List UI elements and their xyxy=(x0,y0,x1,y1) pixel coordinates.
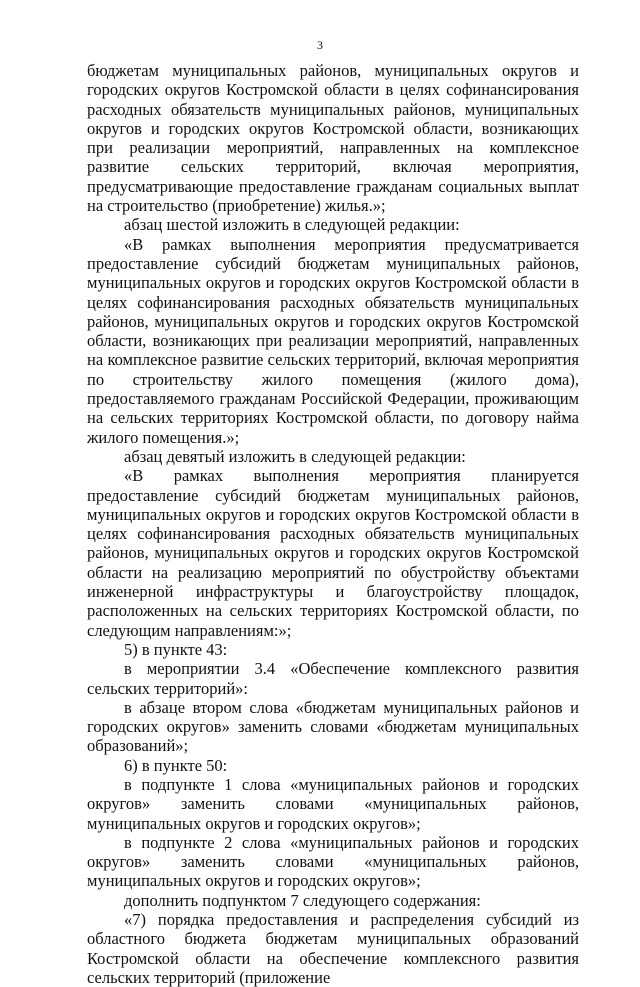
paragraph-second-abzac: в абзаце втором слова «бюджетам муниципальных районов и городских округов» заменить словами «бюджетам муниципальных образований»; xyxy=(87,697,579,756)
paragraph-measure-3-4: в мероприятии 3.4 «Обеспечение комплексного развития сельских территорий»: xyxy=(87,659,579,698)
page-number: 3 xyxy=(317,38,323,52)
paragraph-amend-sixth: абзац шестой изложить в следующей редакции: xyxy=(124,215,460,235)
document-body xyxy=(87,61,579,987)
paragraph-item-6: 6) в пункте 50: xyxy=(124,755,228,775)
paragraph-subitem-2: в подпункте 2 слова «муниципальных районов и городских округов» заменить словами «муниципальных районов, муниципальных округов и городских округов»; xyxy=(87,832,579,891)
paragraph-sixth-text: «В рамках выполнения мероприятия предусматривается предоставление субсидий бюджетам муниципальных районов, муниципальных округов и городских округов Костромской области в целях софинансирования расходных обязательств муниципальных районов, муниципальных округов и городских округов Костромской области, возникающих при реализации мероприятий, направленных на комплексное развитие сельских территорий, включая мероприятия по строительству жилого помещения (жилого дома), предоставляемого гражданам Российской Федерации, проживающим на сельских территориях Костромской области, по договору найма жилого помещения.»; xyxy=(87,234,579,447)
paragraph-item-5: 5) в пункте 43: xyxy=(124,639,228,659)
paragraph-amend-ninth: абзац девятый изложить в следующей редакции: xyxy=(124,446,466,466)
paragraph-add-subitem-7: дополнить подпунктом 7 следующего содержания: xyxy=(124,890,481,910)
paragraph-ninth-text: «В рамках выполнения мероприятия планируется предоставление субсидий бюджетам муниципальных районов, муниципальных округов и городских округов Костромской области в целях софинансирования расходных обязательств муниципальных районов, муниципальных округов и городских округов Костромской области на реализацию мероприятий по обустройству объектами инженерной инфраструктуры и благоустройству площадок, расположенных на сельских территориях Костромской области, по следующим направлениям:»; xyxy=(87,466,579,640)
paragraph-subitem-1: в подпункте 1 слова «муниципальных районов и городских округов» заменить словами «муниципальных районов, муниципальных округов и городских округов»; xyxy=(87,774,579,833)
paragraph-continuation: бюджетам муниципальных районов, муниципальных округов и городских округов Костромской области в целях софинансирования расходных обязательств муниципальных районов, муниципальных округов и городских округов Костромской области, возникающих при реализации мероприятий, направленных на комплексное развитие сельских территорий, включая мероприятия, предусматривающие предоставление гражданам социальных выплат на строительство (приобретение) жилья.»; xyxy=(87,61,579,216)
paragraph-subitem-7-text: «7) порядка предоставления и распределения субсидий из областного бюджета бюджетам муниципальных образований Костромской области на обеспечение комплексного развития сельских территорий (приложение xyxy=(87,910,579,987)
